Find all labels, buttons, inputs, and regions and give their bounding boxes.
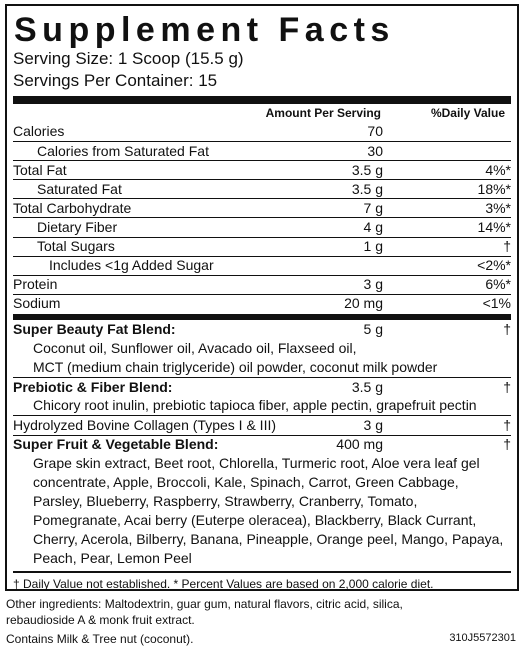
allergen-statement: Contains Milk & Tree nut (coconut).	[6, 632, 194, 646]
nutrient-label: Total Carbohydrate	[13, 199, 132, 216]
nutrient-list	[13, 122, 511, 313]
blend-amount: 3.5 g	[351, 378, 383, 395]
blend-ingredients: Peach, Pear, Lemon Peel	[33, 550, 192, 567]
nutrient-row	[13, 294, 511, 313]
blend-ingredients: Coconut oil, Sunflower oil, Avacado oil, Flaxseed oil,	[33, 340, 357, 357]
nutrient-row	[13, 217, 511, 236]
product-code: 310J5572301	[449, 632, 516, 644]
nutrient-amount: 4 g	[363, 219, 383, 236]
blend-ingredients: MCT (medium chain triglyceride) oil powder, coconut milk powder	[33, 359, 438, 376]
nutrient-label: Calories from Saturated Fat	[37, 142, 209, 159]
nutrient-dv: †	[503, 238, 511, 255]
nutrient-row	[13, 179, 511, 198]
blend-ingredients: concentrate, Apple, Broccoli, Kale, Spinach, Carrot, Green Cabbage,	[33, 473, 459, 490]
blend-ingredients: Grape skin extract, Beet root, Chlorella, Turmeric root, Aloe vera leaf gel	[33, 454, 480, 471]
nutrient-dv: <1%	[482, 295, 511, 312]
nutrient-amount: 3 g	[363, 276, 383, 293]
amount-header: Amount Per Serving	[265, 106, 381, 120]
blend-label: Hydrolyzed Bovine Collagen (Types I & III)	[13, 416, 277, 433]
blend-dv: †	[503, 320, 511, 337]
blend-row	[13, 320, 511, 339]
other-ingredients-line: rebaudioside A & monk fruit extract.	[6, 612, 195, 627]
blend-amount: 3 g	[363, 416, 383, 433]
nutrient-amount: 7 g	[363, 199, 383, 216]
nutrient-amount: 30	[367, 142, 383, 159]
blend-ingredients: Pomegranate, Acai berry (Euterpe oleracea), Blackberry, Black Currant,	[33, 511, 477, 528]
nutrient-dv: 6%*	[485, 276, 511, 293]
blend-label: Super Beauty Fat Blend:	[13, 320, 176, 337]
blend-row	[13, 415, 511, 434]
blend-dv: †	[503, 436, 511, 453]
blend-label: Prebiotic & Fiber Blend:	[13, 378, 173, 395]
nutrient-label: Total Fat	[13, 161, 67, 178]
nutrient-row	[13, 275, 511, 294]
supplement-facts-panel	[5, 4, 519, 591]
nutrient-label: Includes <1g Added Sugar	[49, 257, 214, 274]
nutrient-dv: 18%*	[477, 180, 511, 197]
nutrient-row	[13, 141, 511, 160]
nutrient-label: Saturated Fat	[37, 180, 122, 197]
panel-title: Supplement Facts	[14, 11, 395, 49]
serving-size: Serving Size: 1 Scoop (15.5 g)	[13, 49, 244, 68]
nutrient-dv: 14%*	[477, 219, 511, 236]
nutrient-row	[13, 198, 511, 217]
nutrient-row	[13, 160, 511, 179]
thick-divider	[13, 96, 511, 104]
nutrient-amount: 20 mg	[344, 295, 383, 312]
blend-dv: †	[503, 378, 511, 395]
blend-row	[13, 377, 511, 396]
nutrient-label: Total Sugars	[37, 238, 115, 255]
nutrient-amount: 1 g	[363, 238, 383, 255]
other-ingredients-line: Other ingredients: Maltodextrin, guar gum, natural flavors, citric acid, silica,	[6, 597, 403, 611]
nutrient-row	[13, 237, 511, 256]
blend-ingredients: Cherry, Acerola, Bilberry, Banana, Pineapple, Orange peel, Mango, Papaya,	[33, 530, 504, 547]
blend-list	[13, 320, 511, 568]
nutrient-row	[13, 256, 511, 275]
other-ingredients	[6, 597, 518, 628]
footnote: † Daily Value not established. * Percent Values are based on 2,000 calorie diet.	[13, 571, 511, 592]
nutrient-label: Dietary Fiber	[37, 219, 118, 236]
nutrient-amount: 70	[367, 123, 383, 140]
dv-header: %Daily Value	[430, 106, 505, 120]
nutrient-label: Protein	[13, 276, 58, 293]
nutrient-dv: 4%*	[485, 161, 511, 178]
nutrient-label: Calories	[13, 123, 65, 140]
blend-label: Super Fruit & Vegetable Blend:	[13, 436, 219, 453]
nutrient-amount: 3.5 g	[351, 161, 383, 178]
blend-amount: 5 g	[363, 320, 383, 337]
nutrient-row	[13, 122, 511, 141]
nutrient-dv: <2%*	[477, 257, 511, 274]
nutrient-amount: 3.5 g	[351, 180, 383, 197]
nutrient-label: Sodium	[13, 295, 61, 312]
servings-per-container: Servings Per Container: 15	[13, 71, 218, 90]
column-header	[13, 104, 511, 122]
blend-row	[13, 435, 511, 454]
blend-ingredients: Chicory root inulin, prebiotic tapioca fiber, apple pectin, grapefruit pectin	[33, 397, 477, 414]
blend-amount: 400 mg	[336, 436, 383, 453]
blend-ingredients: Parsley, Blueberry, Raspberry, Strawberry, Cranberry, Tomato,	[33, 492, 418, 509]
blend-dv: †	[503, 416, 511, 433]
nutrient-dv: 3%*	[485, 199, 511, 216]
